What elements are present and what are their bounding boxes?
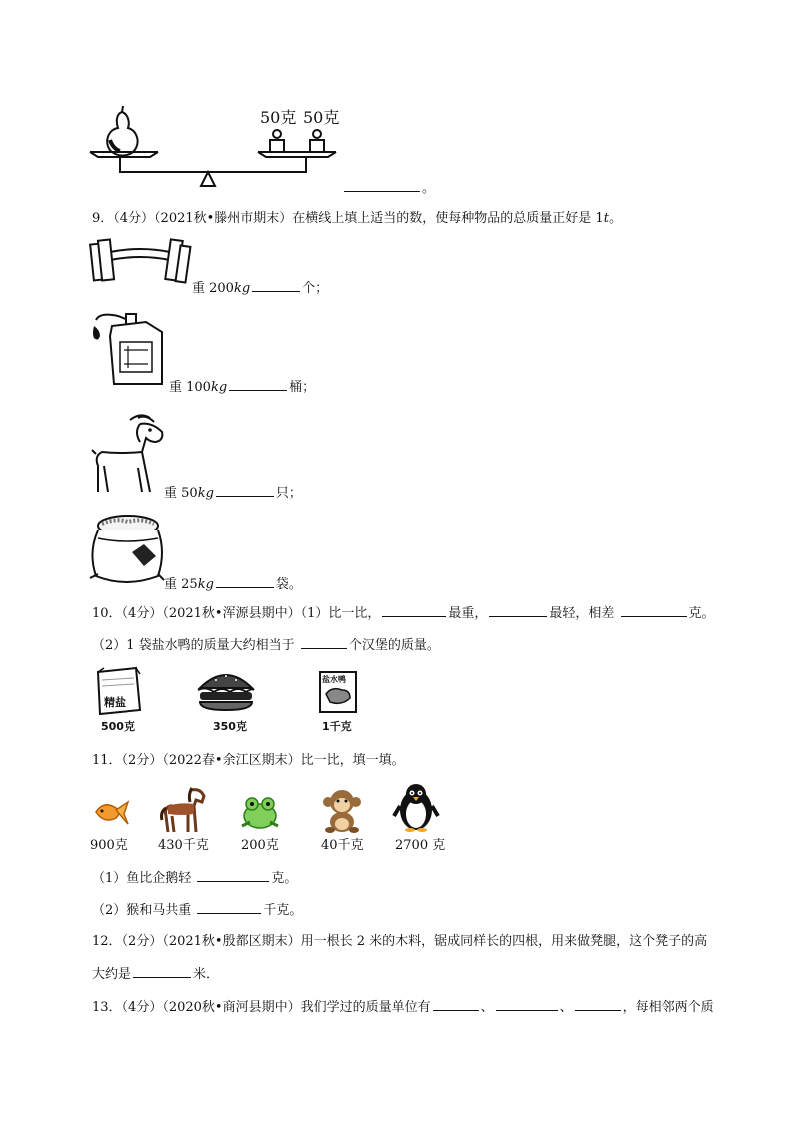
frog-icon xyxy=(238,794,282,830)
scale-answer-line: 。 xyxy=(342,178,435,198)
weight-icon xyxy=(270,130,284,152)
weight-label-left: 50克 xyxy=(260,108,297,127)
duck-caption: 1千克 xyxy=(322,720,352,733)
q9-item-1: 重 200kg 个； xyxy=(192,278,328,298)
q11-sub-1: （1）鱼比企鹅轻 克。 xyxy=(92,868,297,888)
answer-blank[interactable] xyxy=(133,964,191,978)
q12-line-1: 12．（2分）（2021秋•殷都区期末）用一根长 2 米的木料，锯成同样长的四根，用来做凳腿，这个凳子的高 xyxy=(92,934,708,949)
q9-item-2: 重 100kg 桶； xyxy=(169,377,315,397)
animal-caption: 2700 克 xyxy=(395,838,446,853)
q9-header: 9．（4分）（2021秋•滕州市期末）在横线上填上适当的数，使每种物品的总质量正好是 1t。 xyxy=(92,211,622,226)
answer-blank[interactable] xyxy=(197,868,269,882)
answer-blank[interactable] xyxy=(621,603,687,617)
salt-caption: 500克 xyxy=(101,720,135,733)
q13-line-1: 13．（4分）（2020秋•商河县期中）我们学过的质量单位有 、 、 ，每相邻两个质 xyxy=(92,997,714,1017)
answer-blank[interactable] xyxy=(216,483,274,497)
animal-caption: 430千克 xyxy=(158,838,209,853)
sack-icon xyxy=(86,512,166,588)
answer-blank[interactable] xyxy=(252,278,300,292)
weight-icon xyxy=(310,130,324,152)
q11-header: 11．（2分）（2022春•余江区期末）比一比，填一填。 xyxy=(92,753,405,768)
animal-caption: 900克 xyxy=(90,838,128,853)
answer-blank[interactable] xyxy=(496,997,558,1011)
duck-package-label: 盐水鸭 xyxy=(322,675,346,684)
horse-icon xyxy=(158,784,208,834)
answer-blank[interactable] xyxy=(489,603,547,617)
monkey-icon xyxy=(318,786,366,834)
pear-icon xyxy=(107,106,137,155)
oil-can-icon xyxy=(88,306,168,386)
q9-item-4: 重 25kg 袋。 xyxy=(164,574,302,594)
answer-blank[interactable] xyxy=(382,603,446,617)
goat-icon xyxy=(90,412,170,494)
q9-item-3: 重 50kg 只； xyxy=(164,483,302,503)
answer-blank[interactable] xyxy=(216,574,274,588)
hamburger-icon xyxy=(196,668,256,712)
animal-caption: 200克 xyxy=(241,838,279,853)
weight-label-right: 50克 xyxy=(303,108,340,127)
answer-blank[interactable] xyxy=(229,377,287,391)
goldfish-icon xyxy=(90,796,130,830)
q10-line-2: （2）1 袋盐水鸭的质量大约相当于 个汉堡的质量。 xyxy=(92,635,440,655)
burger-caption: 350克 xyxy=(213,720,247,733)
answer-blank[interactable] xyxy=(575,997,621,1011)
q12-line-2: 大约是 米． xyxy=(92,964,219,984)
dumbbell-icon xyxy=(90,236,190,288)
answer-blank[interactable] xyxy=(344,178,420,192)
answer-blank[interactable] xyxy=(301,635,347,649)
q10-line-1: 10．（4分）（2021秋•浑源县期中）（1）比一比， 最重， 最轻，相差 克。 xyxy=(92,603,715,623)
answer-blank[interactable] xyxy=(433,997,479,1011)
answer-blank[interactable] xyxy=(197,900,261,914)
salt-bag-label: 精盐 xyxy=(104,696,126,709)
animal-caption: 40千克 xyxy=(321,838,364,853)
q11-sub-2: （2）猴和马共重 千克。 xyxy=(92,900,302,920)
penguin-icon xyxy=(392,782,440,832)
